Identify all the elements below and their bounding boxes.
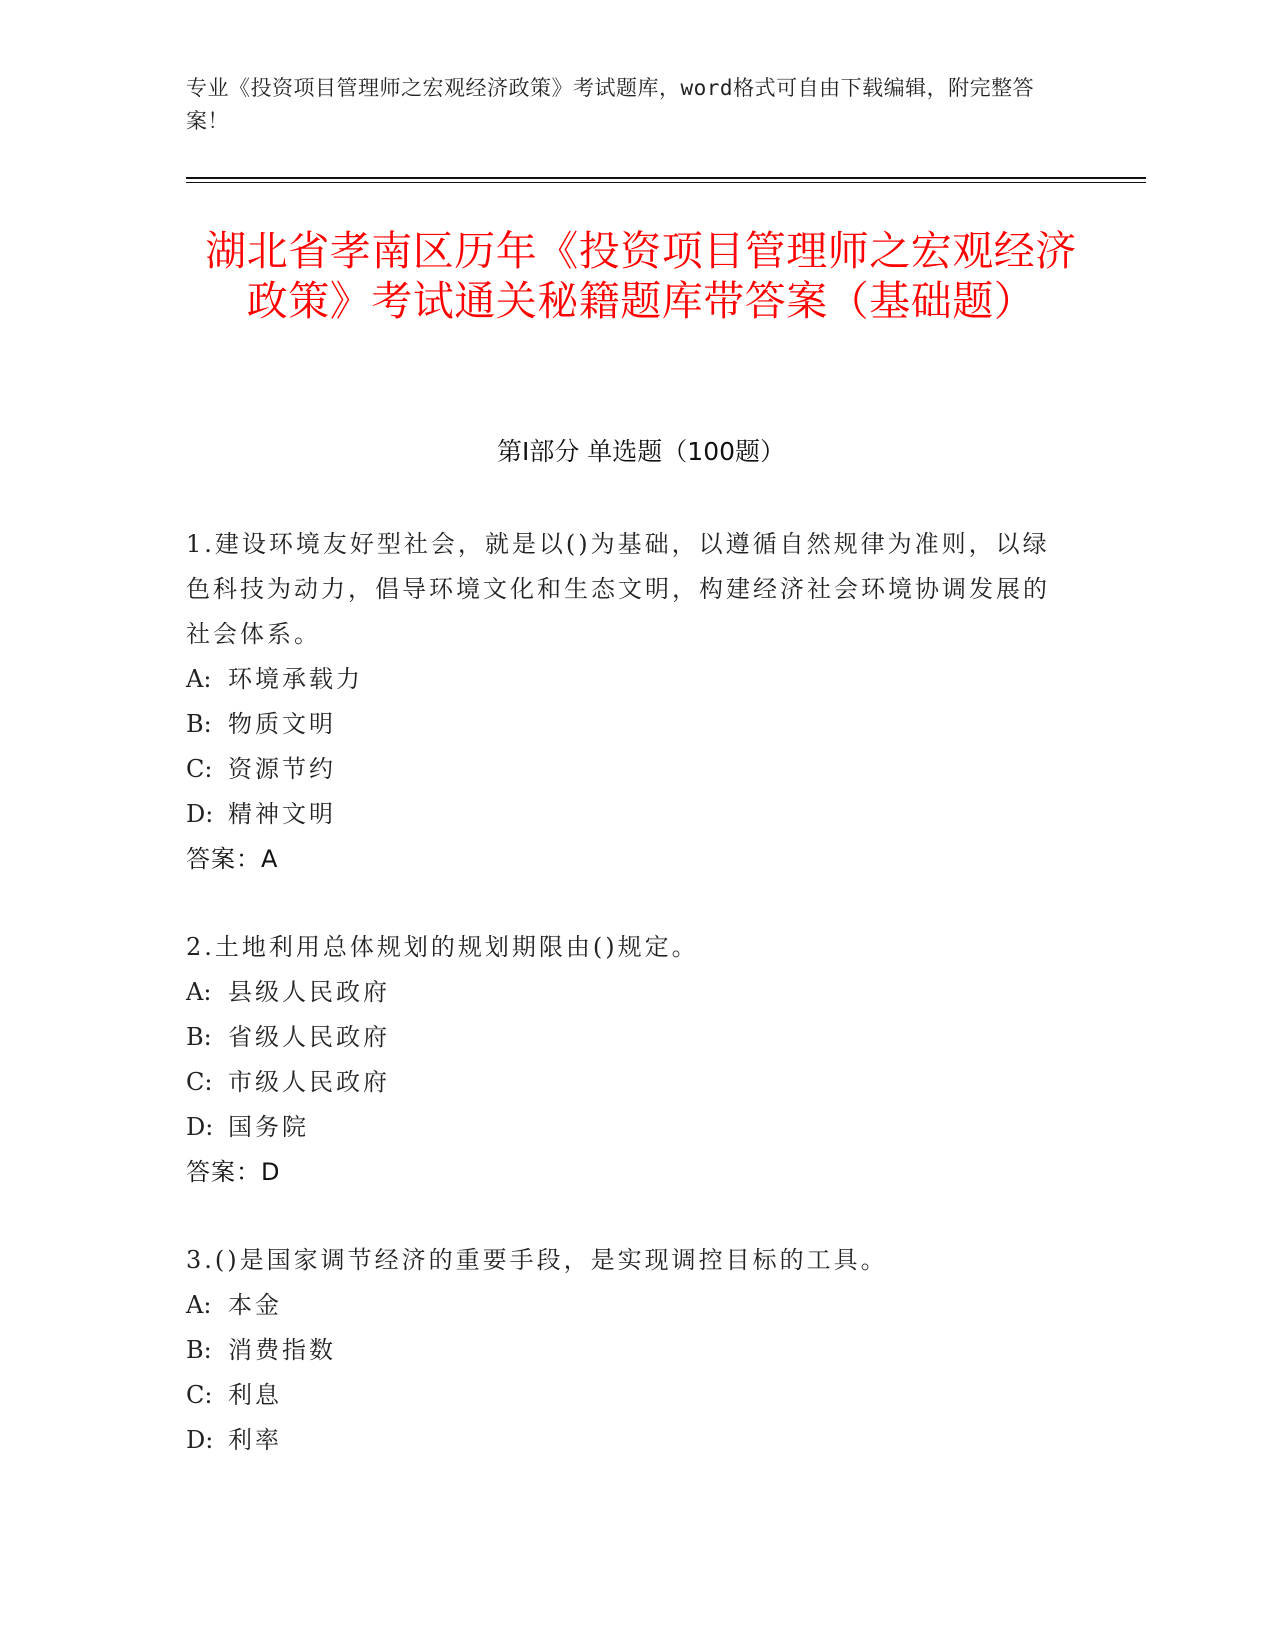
section-title: 第I部分 单选题（100题） bbox=[496, 437, 786, 466]
option-text: 资源节约 bbox=[228, 755, 336, 783]
option-letter: B: bbox=[186, 1336, 212, 1364]
option-text: 消费指数 bbox=[228, 1336, 336, 1364]
option-a bbox=[186, 970, 1066, 1015]
option-letter: A: bbox=[186, 665, 212, 693]
header-divider-thick bbox=[186, 177, 1146, 179]
option-letter: D: bbox=[186, 1426, 214, 1454]
header-divider-thin bbox=[186, 182, 1146, 183]
option-text: 县级人民政府 bbox=[228, 978, 390, 1006]
question-text: 1.建设环境友好型社会，就是以()为基础，以遵循自然规律为准则，以绿色科技为动力，倡导环境文化和生态文明，构建经济社会环境协调发展的社会体系。 bbox=[186, 530, 1050, 648]
question-text: 2.土地利用总体规划的规划期限由()规定。 bbox=[186, 933, 699, 961]
option-c bbox=[186, 1373, 1066, 1418]
option-text: 环境承载力 bbox=[228, 665, 363, 693]
option-text: 利息 bbox=[228, 1381, 282, 1409]
option-letter: C: bbox=[186, 1381, 213, 1409]
option-b bbox=[186, 702, 1066, 747]
document-title: 湖北省孝南区历年《投资项目管理师之宏观经济政策》考试通关秘籍题库带答案（基础题） bbox=[205, 227, 1077, 325]
question-3 bbox=[186, 1238, 1066, 1463]
option-letter: B: bbox=[186, 710, 212, 738]
option-text: 本金 bbox=[228, 1291, 282, 1319]
option-c bbox=[186, 1060, 1066, 1105]
option-letter: A: bbox=[186, 1291, 212, 1319]
option-text: 国务院 bbox=[228, 1113, 309, 1141]
answer-line: 答案：A bbox=[186, 845, 279, 873]
option-letter: D: bbox=[186, 800, 214, 828]
option-letter: B: bbox=[186, 1023, 212, 1051]
question-1 bbox=[186, 522, 1066, 882]
option-letter: C: bbox=[186, 1068, 213, 1096]
option-a bbox=[186, 1283, 1066, 1328]
option-c bbox=[186, 747, 1066, 792]
option-d bbox=[186, 1105, 1066, 1150]
option-d bbox=[186, 792, 1066, 837]
question-list bbox=[186, 522, 1066, 1506]
intro-text: 专业《投资项目管理师之宏观经济政策》考试题库，word格式可自由下载编辑，附完整答案！ bbox=[186, 76, 1035, 133]
option-text: 省级人民政府 bbox=[228, 1023, 390, 1051]
option-letter: A: bbox=[186, 978, 212, 1006]
option-b bbox=[186, 1328, 1066, 1373]
question-text: 3.()是国家调节经济的重要手段，是实现调控目标的工具。 bbox=[186, 1246, 888, 1274]
option-letter: C: bbox=[186, 755, 213, 783]
option-a bbox=[186, 657, 1066, 702]
question-2 bbox=[186, 925, 1066, 1195]
answer-line: 答案：D bbox=[186, 1158, 281, 1186]
option-d bbox=[186, 1418, 1066, 1463]
option-text: 精神文明 bbox=[228, 800, 336, 828]
option-text: 物质文明 bbox=[228, 710, 336, 738]
option-text: 利率 bbox=[228, 1426, 282, 1454]
option-letter: D: bbox=[186, 1113, 214, 1141]
option-text: 市级人民政府 bbox=[228, 1068, 390, 1096]
option-b bbox=[186, 1015, 1066, 1060]
